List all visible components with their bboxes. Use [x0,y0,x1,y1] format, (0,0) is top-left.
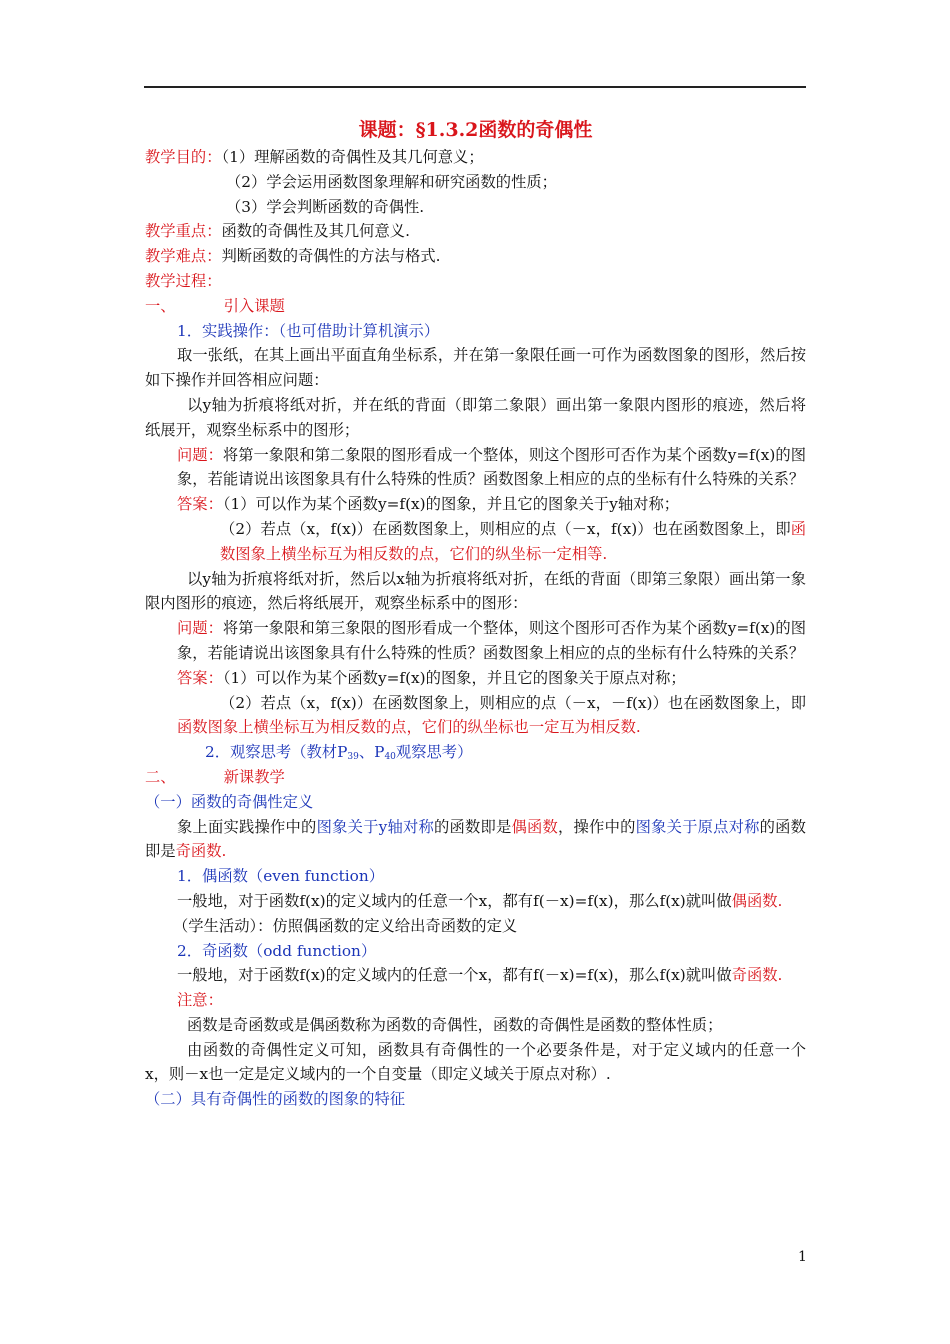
student-activity: （学生活动）：仿照偶函数的定义给出奇函数的定义 [173,916,518,935]
answer-2-conclusion: 函数图象上横坐标互为相反数的点，它们的纵坐标也一定互为相反数. [177,718,641,737]
header-rule [144,86,806,88]
key-point [145,219,806,244]
subsection-2-text-c: 观察思考） [395,743,473,762]
page-title: 课题：§1.3.2函数的奇偶性 [358,119,593,141]
answer-1-label: 答案： [177,495,223,514]
difficulty-text: 判断函数的奇偶性的方法与格式. [221,247,441,266]
note-2: 由函数的奇偶性定义可知，函数具有奇偶性的一个必要条件是，对于定义域内的任意一个x，则－x也一定是定义域内的一个自变量（即定义域关于原点对称）. [145,1040,806,1084]
even-function-term: 偶函数. [731,891,783,910]
answer-2-part-2-text: （2）若点（x，f(x)）在函数图象上，则相应的点（－x，－f(x)）也在函数图象上，即 [220,693,806,712]
subsection-1: 1．实践操作：（也可借助计算机演示） [177,321,440,340]
definition-heading: （一）函数的奇偶性定义 [145,792,314,811]
page-number: 1 [798,1249,807,1265]
subsection-2-sub-2: 40 [384,752,396,763]
p4-highlight-1: 图象关于y轴对称 [316,817,434,836]
section-1-heading [145,294,806,319]
note-1: 函数是奇函数或是偶函数称为函数的奇偶性，函数的奇偶性是函数的整体性质； [187,1015,723,1034]
difficulty-label: 教学难点： [145,247,222,266]
answer-1-text: （1）可以作为某个函数y=f(x)的图象，并且它的图象关于y轴对称； [222,495,680,514]
question-2 [145,616,806,666]
answer-2-text: （1）可以作为某个函数y=f(x)的图象，并且它的图象关于原点对称； [222,668,686,687]
section-2-title: 新课教学 [223,767,285,786]
even-function-text: 一般地，对于函数f(x)的定义域内的任意一个x，都有f(－x)=f(x)，那么f(x)就叫做 [177,891,732,910]
answer-2-label: 答案： [177,668,223,687]
question-2-text: 将第一象限和第三象限的图形看成一个整体，则这个图形可否作为某个函数y=f(x)的图象，若能请说出该图象具有什么特殊的性质？函数图象上相应的点的坐标有什么特殊的关系？ [177,619,806,662]
question-2-label: 问题： [177,619,223,638]
process-label: 教学过程： [145,271,222,290]
p4-highlight-2: 图象关于原点对称 [635,817,760,836]
objective-3: （3）学会判断函数的奇偶性. [226,197,425,216]
key-point-text: 函数的奇偶性及其几何意义. [221,222,410,241]
even-function-heading: 1．偶函数（even function） [177,867,385,886]
p4-odd: 奇函数. [175,842,227,861]
p4-text-3: ，操作中的 [558,817,636,836]
answer-1-part-2-text: （2）若点（x，f(x)）在函数图象上，则相应的点（－x，f(x)）也在函数图象上，即 [220,519,791,538]
section-1-number: 一、 [145,296,176,315]
question-1-text: 将第一象限和第二象限的图形看成一个整体，则这个图形可否作为某个函数y=f(x)的图象，若能请说出该图象具有什么特殊的性质？函数图象上相应的点的坐标有什么特殊的关系？ [177,445,806,489]
section-2-number: 二、 [145,767,176,786]
objectives [145,145,806,170]
document-body [145,118,806,1112]
paragraph-2: 以y轴为折痕将纸对折，并在纸的背面（即第二象限）画出第一象限内图形的痕迹，然后将纸展开，观察坐标系中的图形； [145,395,806,439]
difficulty [145,244,806,269]
p4-text-1: 象上面实践操作中的 [177,817,317,836]
subsection-2-sub-1: 39 [347,752,359,763]
section-2-heading [145,765,806,790]
objective-1: （1）理解函数的奇偶性及其几何意义； [221,148,484,166]
note-label: 注意： [177,991,223,1010]
answer-2-part-2 [145,691,806,741]
answer-2 [145,666,806,691]
p4-text-4: 的函数即是 [145,817,806,861]
section-1-title: 引入课题 [223,296,285,315]
odd-function-text: 一般地，对于函数f(x)的定义域内的任意一个x，都有f(－x)=f(x)，那么f(x)就叫做 [177,966,732,985]
paragraph-3: 以y轴为折痕将纸对折，然后以x轴为折痕将纸对折，在纸的背面（即第三象限）画出第一象限内图形的痕迹，然后将纸展开，观察坐标系中的图形： [145,569,806,613]
key-point-label: 教学重点： [145,222,222,241]
answer-1 [145,492,806,517]
subsection-2-text-b: 、P [358,743,385,762]
subsection-2-text-a: 2．观察思考（教材P [205,743,348,762]
odd-function-heading: 2．奇函数（odd function） [177,941,377,960]
answer-1-part-2 [145,517,806,567]
feature-heading: （二）具有奇偶性的函数的图象的特征 [145,1090,406,1109]
subsection-2 [145,740,806,765]
question-1-label: 问题： [177,445,223,464]
even-function-definition [145,889,806,914]
paragraph-4 [145,815,806,865]
paragraph-1: 取一张纸，在其上画出平面直角坐标系，并在第一象限任画一可作为函数图象的图形，然后按如下操作并回答相应问题： [145,346,806,390]
p4-even: 偶函数 [511,817,559,836]
p4-text-2: 的函数即是 [433,817,512,836]
odd-function-definition [145,963,806,988]
question-1 [145,443,806,493]
objective-2: （2）学会运用函数图象理解和研究函数的性质； [226,172,557,191]
odd-function-term: 奇函数. [731,966,783,985]
answer-1-conclusion: 函数图象上横坐标互为相反数的点，它们的纵坐标一定相等. [220,519,806,563]
objectives-label: 教学目的： [145,148,222,166]
